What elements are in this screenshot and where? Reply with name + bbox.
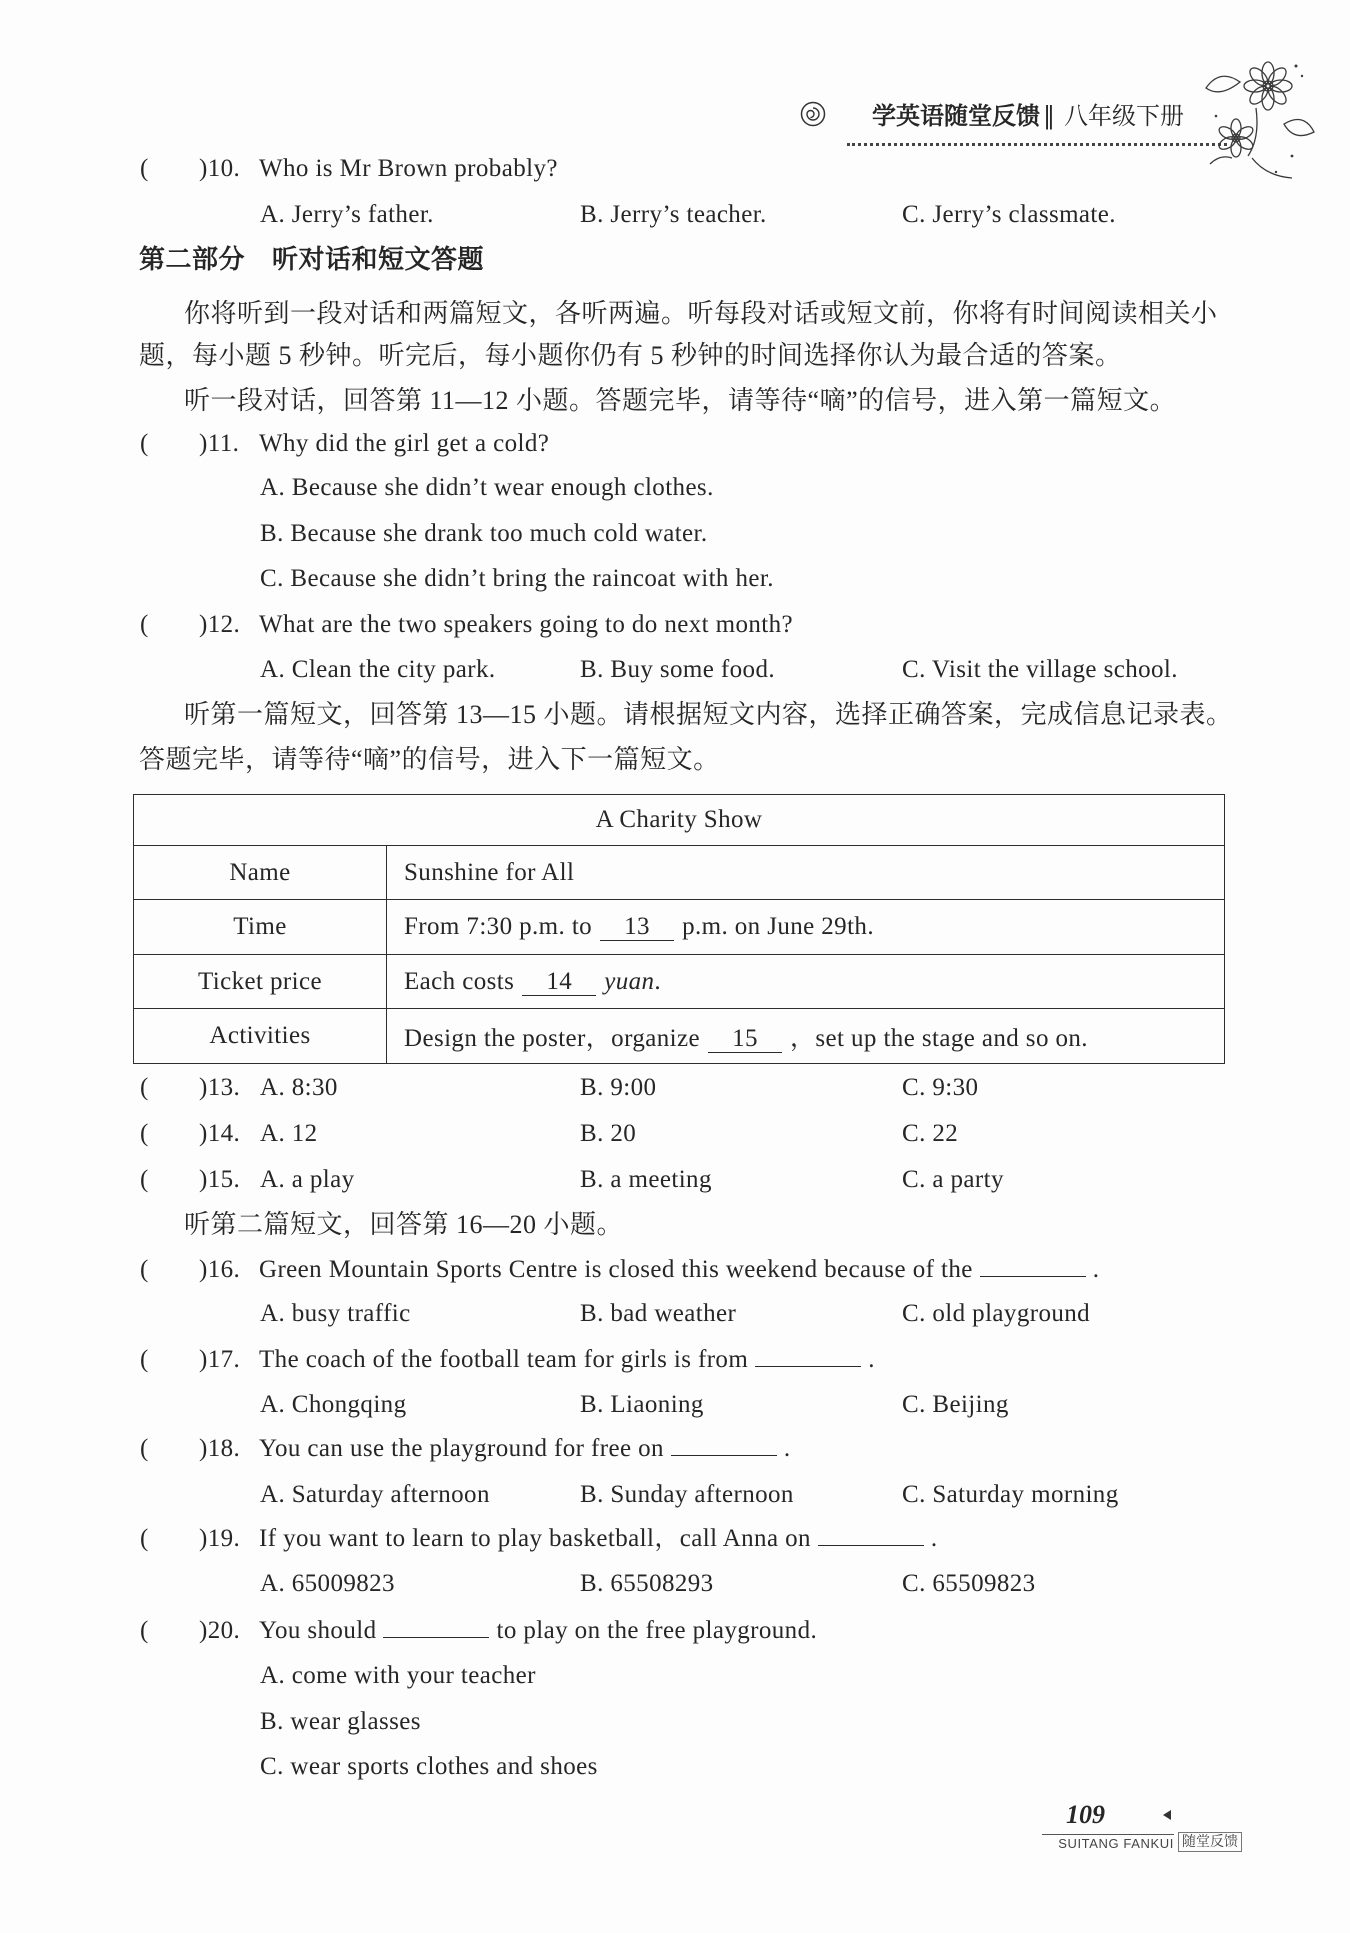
answer-blank [980, 1256, 1086, 1277]
option-b: B. a meeting [580, 1166, 712, 1193]
answer-bracket: ( [140, 1120, 149, 1147]
option-a: A. 12 [260, 1120, 318, 1147]
stem-before: You should [259, 1617, 377, 1644]
value-before: Design the poster，organize [404, 1025, 700, 1052]
swirl-icon [799, 100, 827, 128]
option-b: B. Jerry’s teacher. [580, 201, 767, 228]
header-grade: 八年级下册 [1064, 102, 1184, 130]
option-a: A. 8:30 [260, 1074, 338, 1101]
answer-blank: 15 [708, 1026, 782, 1053]
footer-brand: 随堂反馈 [1178, 1832, 1242, 1852]
option-b: B. bad weather [580, 1300, 737, 1327]
option-b: B. Because she drank too much cold water. [260, 520, 708, 547]
stem-before: You can use the playground for free on [259, 1435, 664, 1462]
question-stem: Who is Mr Brown probably? [259, 155, 558, 182]
answer-bracket: ( [140, 611, 149, 638]
option-c: C. Saturday morning [902, 1481, 1119, 1508]
value-after: . [654, 967, 662, 995]
stem-after: . [930, 1525, 938, 1552]
option-c: C. Beijing [902, 1391, 1009, 1418]
section-title: 听对话和短文答题 [272, 245, 485, 274]
stem-before: If you want to learn to play basketball，call Anna on [259, 1525, 811, 1552]
stem-after: . [783, 1435, 791, 1462]
option-a: A. 65009823 [260, 1570, 395, 1597]
answer-bracket: ( [140, 1074, 149, 1101]
question-stem [259, 1345, 875, 1375]
row-label: Name [134, 846, 387, 900]
header-brand: 学英语随堂反馈 [872, 101, 1040, 130]
row-value [387, 900, 1225, 955]
passage1-instruction: 答题完毕，请等待“嘀”的信号，进入下一篇短文。 [139, 745, 720, 774]
question-number: )14. [199, 1120, 241, 1147]
option-c: C. Visit the village school. [902, 656, 1178, 683]
option-b: B. 65508293 [580, 1570, 714, 1597]
question-stem [259, 1524, 938, 1554]
header-dotted-rule [847, 143, 1227, 146]
option-c: C. a party [902, 1166, 1004, 1193]
stem-before: The coach of the football team for girls is from [259, 1346, 749, 1373]
option-a: A. Jerry’s father. [260, 201, 434, 228]
question-number: )18. [199, 1435, 241, 1462]
question-stem [259, 1255, 1099, 1285]
option-c: C. 9:30 [902, 1074, 979, 1101]
answer-blank [818, 1525, 924, 1546]
answer-blank [755, 1346, 861, 1367]
question-number: )15. [199, 1166, 241, 1193]
passage1-instruction: 听第一篇短文，回答第 13—15 小题。请根据短文内容，选择正确答案，完成信息记录表。 [184, 700, 1233, 729]
option-c: C. Jerry’s classmate. [902, 201, 1116, 228]
answer-bracket: ( [140, 1525, 149, 1552]
question-stem [259, 1616, 817, 1646]
decorative-flower-icon [1196, 46, 1320, 186]
answer-bracket: ( [140, 1435, 149, 1462]
page-marker-icon [1163, 1810, 1171, 1820]
section-label: 第二部分 [139, 245, 246, 274]
answer-bracket: ( [140, 155, 149, 182]
option-a: A. Saturday afternoon [260, 1481, 490, 1508]
question-number: )10. [199, 155, 241, 182]
value-before: From 7:30 p.m. to [404, 913, 593, 940]
option-a: A. come with your teacher [260, 1662, 536, 1689]
stem-after: . [1092, 1256, 1100, 1283]
stem-after: to play on the free playground. [496, 1617, 818, 1644]
value-unit: yuan [604, 967, 655, 995]
question-stem [259, 1434, 791, 1464]
table-row [134, 900, 1225, 955]
option-a: A. Because she didn’t wear enough clothes. [260, 474, 714, 501]
question-stem: Why did the girl get a cold? [259, 430, 550, 457]
answer-blank [383, 1617, 489, 1638]
row-label: Time [134, 900, 387, 955]
option-b: B. 20 [580, 1120, 637, 1147]
answer-blank: 14 [522, 969, 596, 996]
option-b: B. Sunday afternoon [580, 1481, 794, 1508]
answer-bracket: ( [140, 1256, 149, 1283]
answer-blank [671, 1435, 777, 1456]
question-number: )12. [199, 611, 241, 638]
row-value: Sunshine for All [387, 846, 1225, 900]
option-c: C. 65509823 [902, 1570, 1036, 1597]
value-after: p.m. on June 29th. [682, 913, 874, 940]
question-number: )13. [199, 1074, 241, 1101]
table-row [134, 955, 1225, 1009]
option-b: B. Liaoning [580, 1391, 704, 1418]
answer-bracket: ( [140, 1346, 149, 1373]
question-number: )19. [199, 1525, 241, 1552]
row-value [387, 955, 1225, 1009]
option-c: C. wear sports clothes and shoes [260, 1753, 598, 1780]
answer-blank: 13 [600, 914, 674, 941]
row-value [387, 1009, 1225, 1064]
option-a: A. a play [260, 1166, 355, 1193]
footer-brand-pinyin: SUITANG FANKUI [1042, 1834, 1174, 1853]
option-a: A. Chongqing [260, 1391, 407, 1418]
header-separator: ‖ [1043, 102, 1055, 130]
option-c: C. Because she didn’t bring the raincoat with her. [260, 565, 774, 592]
answer-bracket: ( [140, 430, 149, 457]
option-b: B. wear glasses [260, 1708, 421, 1735]
question-number: )16. [199, 1256, 241, 1283]
stem-after: . [868, 1346, 875, 1373]
question-number: )17. [199, 1346, 241, 1373]
row-label: Ticket price [134, 955, 387, 1009]
page-number: 109 [1066, 1800, 1105, 1829]
instruction-line: 题，每小题 5 秒钟。听完后，每小题你仍有 5 秒钟的时间选择你认为最合适的答案。 [139, 341, 1122, 370]
stem-before: Green Mountain Sports Centre is closed this weekend because of the [259, 1256, 973, 1283]
answer-bracket: ( [140, 1617, 149, 1644]
option-c: C. 22 [902, 1120, 959, 1147]
option-a: A. busy traffic [260, 1300, 411, 1327]
question-number: )20. [199, 1617, 241, 1644]
table-row [134, 846, 1225, 900]
question-number: )11. [199, 430, 240, 457]
option-a: A. Clean the city park. [260, 656, 496, 683]
question-stem: What are the two speakers going to do next month? [259, 611, 794, 638]
option-c: C. old playground [902, 1300, 1091, 1327]
table-title: A Charity Show [134, 795, 1225, 846]
row-label: Activities [134, 1009, 387, 1064]
instruction-line: 你将听到一段对话和两篇短文，各听两遍。听每段对话或短文前，你将有时间阅读相关小 [184, 299, 1218, 328]
table-row [134, 1009, 1225, 1064]
charity-show-table [133, 794, 1225, 1064]
answer-bracket: ( [140, 1166, 149, 1193]
dialogue-instruction: 听一段对话，回答第 11—12 小题。答题完毕，请等待“嘀”的信号，进入第一篇短文。 [184, 386, 1177, 415]
value-before: Each costs [404, 967, 515, 995]
value-after: ，set up the stage and so on. [789, 1025, 1088, 1052]
passage2-instruction: 听第二篇短文，回答第 16—20 小题。 [184, 1210, 624, 1239]
option-b: B. 9:00 [580, 1074, 657, 1101]
option-b: B. Buy some food. [580, 656, 775, 683]
